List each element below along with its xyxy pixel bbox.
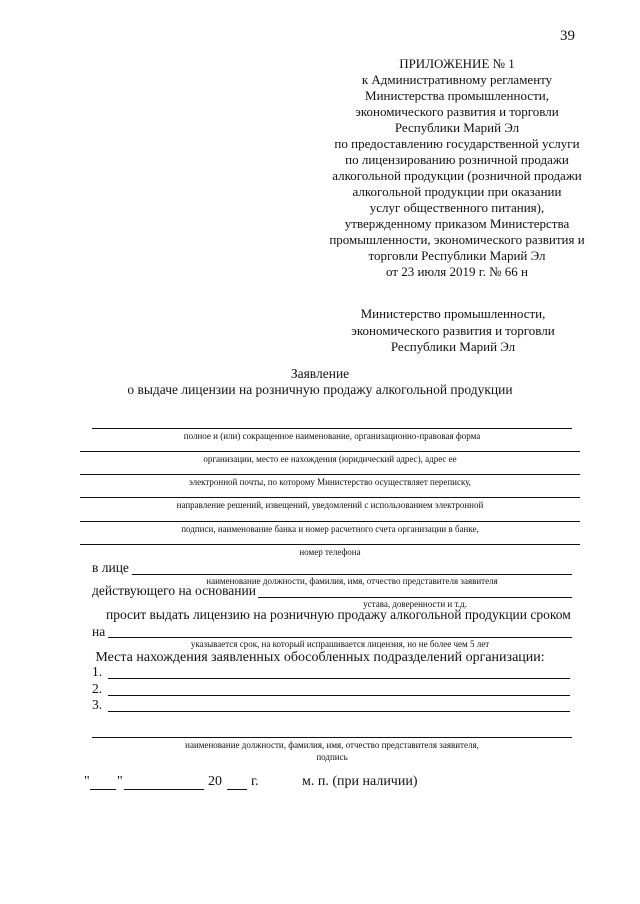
term-on-label: на — [92, 624, 106, 639]
document-title-block — [60, 366, 580, 398]
location-item-number: 2. — [92, 681, 103, 696]
date-month-field[interactable] — [124, 789, 204, 790]
appendix-line: ПРИЛОЖЕНИЕ № 1 — [399, 56, 515, 71]
date-quote-close: " — [117, 774, 123, 789]
appendix-line: по предоставлению государственной услуги — [334, 136, 580, 151]
appendix-line: по лицензированию розничной продажи — [345, 152, 569, 167]
appendix-header — [300, 56, 614, 280]
org-address-field[interactable] — [80, 451, 580, 452]
date-year-suffix: г. — [251, 774, 259, 789]
phone-field[interactable] — [80, 544, 580, 545]
signer-caption: наименование должности, фамилия, имя, отчество представителя заявителя, — [185, 740, 479, 750]
appendix-line: утвержденному приказом Министерства — [344, 216, 570, 231]
bank-field[interactable] — [80, 521, 580, 522]
stamp-label: м. п. (при наличии) — [302, 774, 418, 789]
email-caption: электронной почты, по которому Министерство осуществляет переписку, — [188, 477, 472, 487]
appendix-line: от 23 июля 2019 г. № 66 н — [385, 264, 529, 279]
notices-field[interactable] — [80, 497, 580, 498]
notices-caption: направление решений, извещений, уведомлений с использованием электронной — [176, 500, 484, 510]
appendix-line: Министерства промышленности, — [365, 88, 549, 103]
in-person-label: в лице — [92, 560, 129, 575]
representative-field[interactable] — [132, 574, 572, 575]
location-item-number: 3. — [92, 697, 103, 712]
page-number: 39 — [560, 28, 575, 44]
location-item-number: 1. — [92, 664, 103, 679]
signature-caption: подпись — [316, 752, 348, 762]
appendix-line: алкогольной продукции при оказании — [352, 184, 562, 199]
location-field-3[interactable] — [108, 711, 570, 712]
document-title: Заявление — [290, 366, 350, 381]
basis-caption: устава, доверенности и т.д. — [363, 599, 467, 609]
org-address-caption: организации, место ее нахождения (юридический адрес), адрес ее — [203, 454, 457, 464]
date-quote-open: " — [84, 774, 90, 789]
bank-caption: подписи, наименование банка и номер расчетного счета организации в банке, — [181, 524, 479, 534]
email-field[interactable] — [80, 474, 580, 475]
recipient-block — [320, 306, 586, 356]
recipient-line: экономического развития и торговли — [351, 322, 555, 338]
appendix-line: к Административному регламенту — [361, 72, 553, 87]
locations-heading: Места нахождения заявленных обособленных подразделений организации: — [95, 650, 545, 665]
appendix-line: Республики Марий Эл — [394, 120, 520, 135]
date-day-field[interactable] — [90, 789, 116, 790]
phone-caption: номер телефона — [299, 547, 361, 557]
appendix-line: промышленности, экономического развития и — [329, 232, 585, 247]
signer-field[interactable] — [92, 737, 572, 738]
location-field-1[interactable] — [108, 678, 570, 679]
date-year-field[interactable] — [227, 789, 247, 790]
date-year-prefix: 20 — [208, 774, 222, 789]
basis-field[interactable] — [258, 597, 572, 598]
basis-label: действующего на основании — [92, 583, 256, 598]
document-subtitle: о выдаче лицензии на розничную продажу алкогольной продукции — [127, 382, 513, 397]
appendix-line: торговли Республики Марий Эл — [368, 248, 546, 263]
org-name-field[interactable] — [92, 428, 572, 429]
term-caption: указывается срок, на который испрашивается лицензия, но не более чем 5 лет — [190, 639, 490, 649]
location-field-2[interactable] — [108, 695, 570, 696]
appendix-line: экономического развития и торговли — [355, 104, 559, 119]
recipient-line: Министерство промышленности, — [360, 306, 546, 321]
appendix-line: алкогольной продукции (розничной продажи — [332, 168, 582, 183]
appendix-line: услуг общественного питания), — [369, 200, 545, 215]
org-name-caption: полное и (или) сокращенное наименование, организационно-правовая форма — [183, 431, 481, 441]
representative-caption: наименование должности, фамилия, имя, отчество представителя заявителя — [206, 576, 498, 586]
term-field[interactable] — [108, 637, 572, 638]
request-text: просит выдать лицензию на розничную продажу алкогольной продукции сроком — [106, 607, 571, 622]
recipient-line: Республики Марий Эл — [390, 339, 516, 354]
